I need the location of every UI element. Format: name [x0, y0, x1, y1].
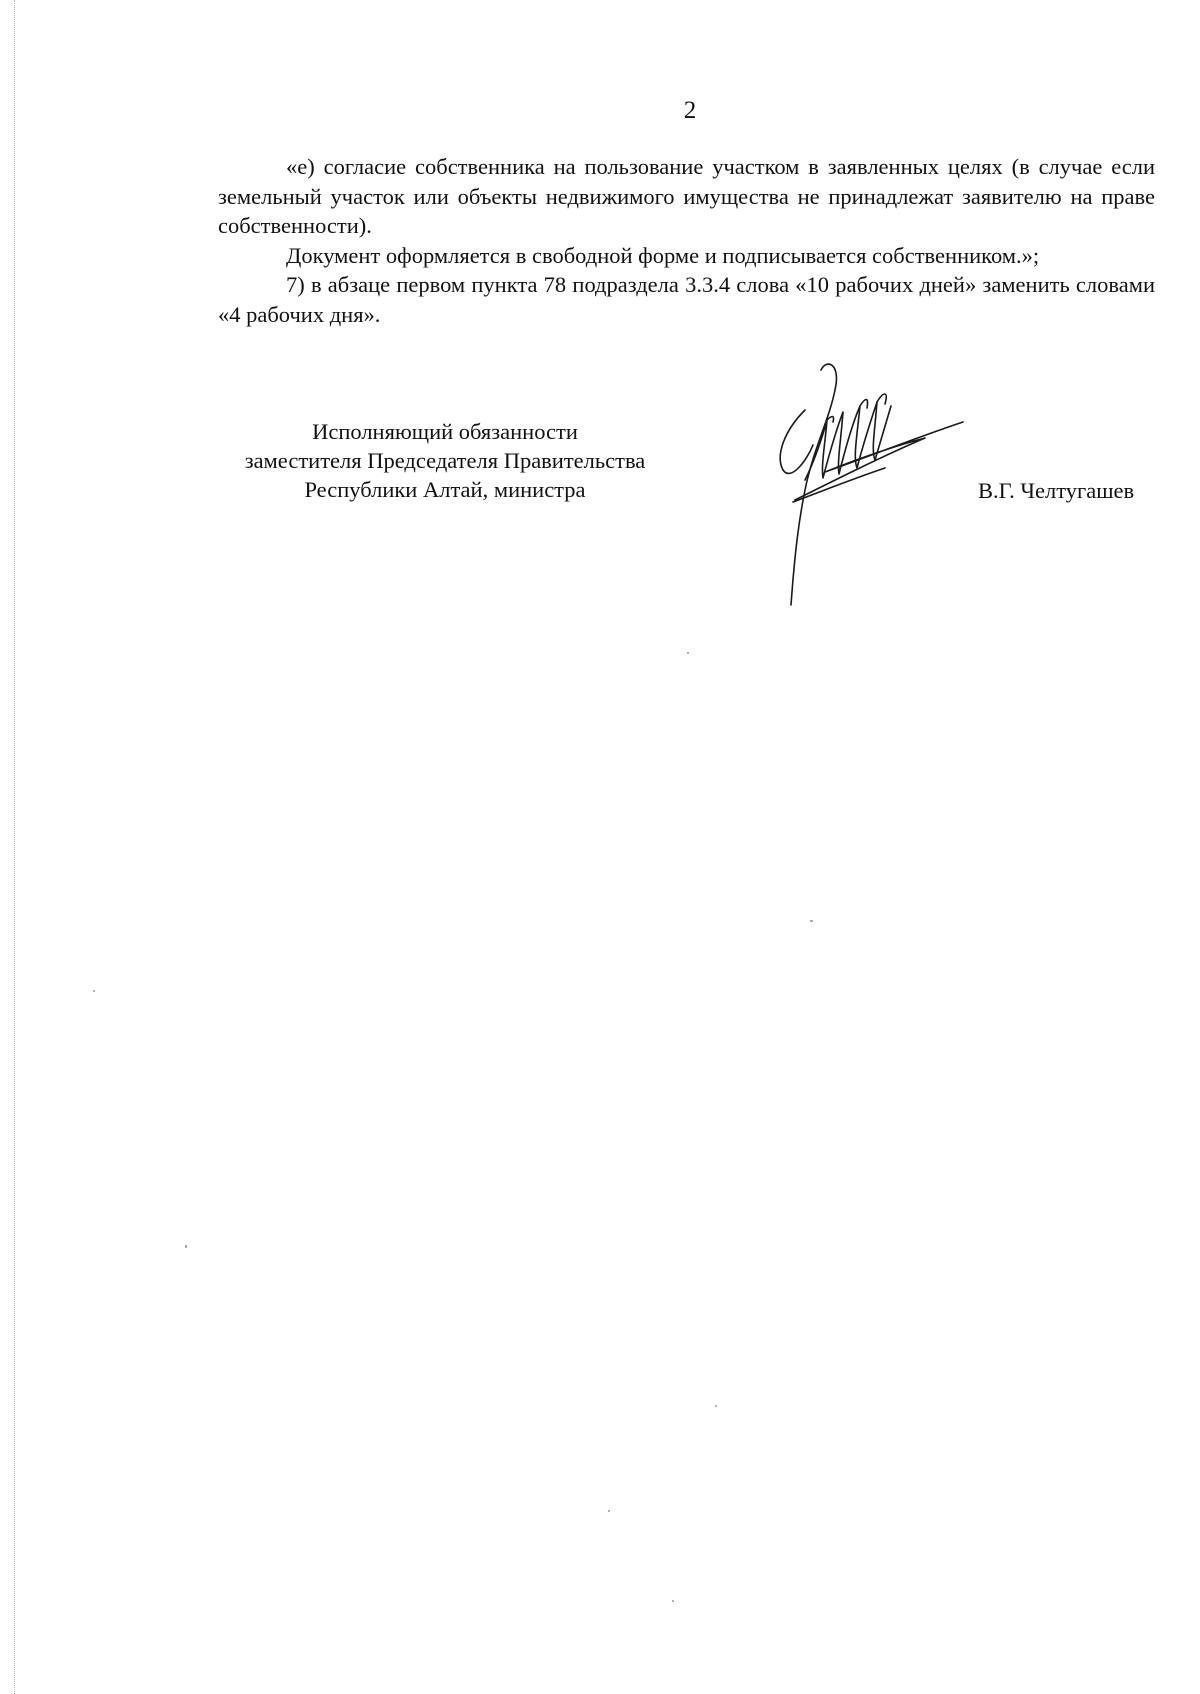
handwritten-signature	[765, 350, 965, 610]
scan-speck	[687, 652, 689, 654]
page-number: 2	[683, 97, 697, 124]
document-body	[218, 152, 1155, 329]
scan-speck	[810, 920, 813, 922]
position-line: заместителя Председателя Правительства	[244, 448, 646, 473]
paragraph-amendment-7: 7) в абзаце первом пункта 78 подраздела 3.3.4 слова «10 рабочих дней» заменить словами «4 рабочих дня».	[218, 272, 1155, 327]
signatory-position	[200, 417, 690, 504]
scan-speck	[608, 1510, 610, 1512]
scan-speck	[185, 1245, 187, 1248]
scan-speck	[93, 990, 95, 992]
paragraph-document-form: Документ оформляется в свободной форме и подписывается собственником.»;	[286, 242, 1040, 268]
position-line: Республики Алтай, министра	[304, 477, 586, 502]
paragraph-owner-consent: «е) согласие собственника на пользование участком в заявленных целях (в случае если земельный участок или объекты недвижимого имущества не принадлежат заявителю на праве собственности).	[218, 154, 1155, 238]
scan-speck	[672, 1600, 674, 1602]
scan-speck	[715, 1405, 717, 1407]
scan-edge-artifact	[14, 0, 15, 1694]
position-line: Исполняющий обязанности	[312, 419, 578, 444]
signer-name: В.Г. Челтугашев	[978, 478, 1135, 503]
